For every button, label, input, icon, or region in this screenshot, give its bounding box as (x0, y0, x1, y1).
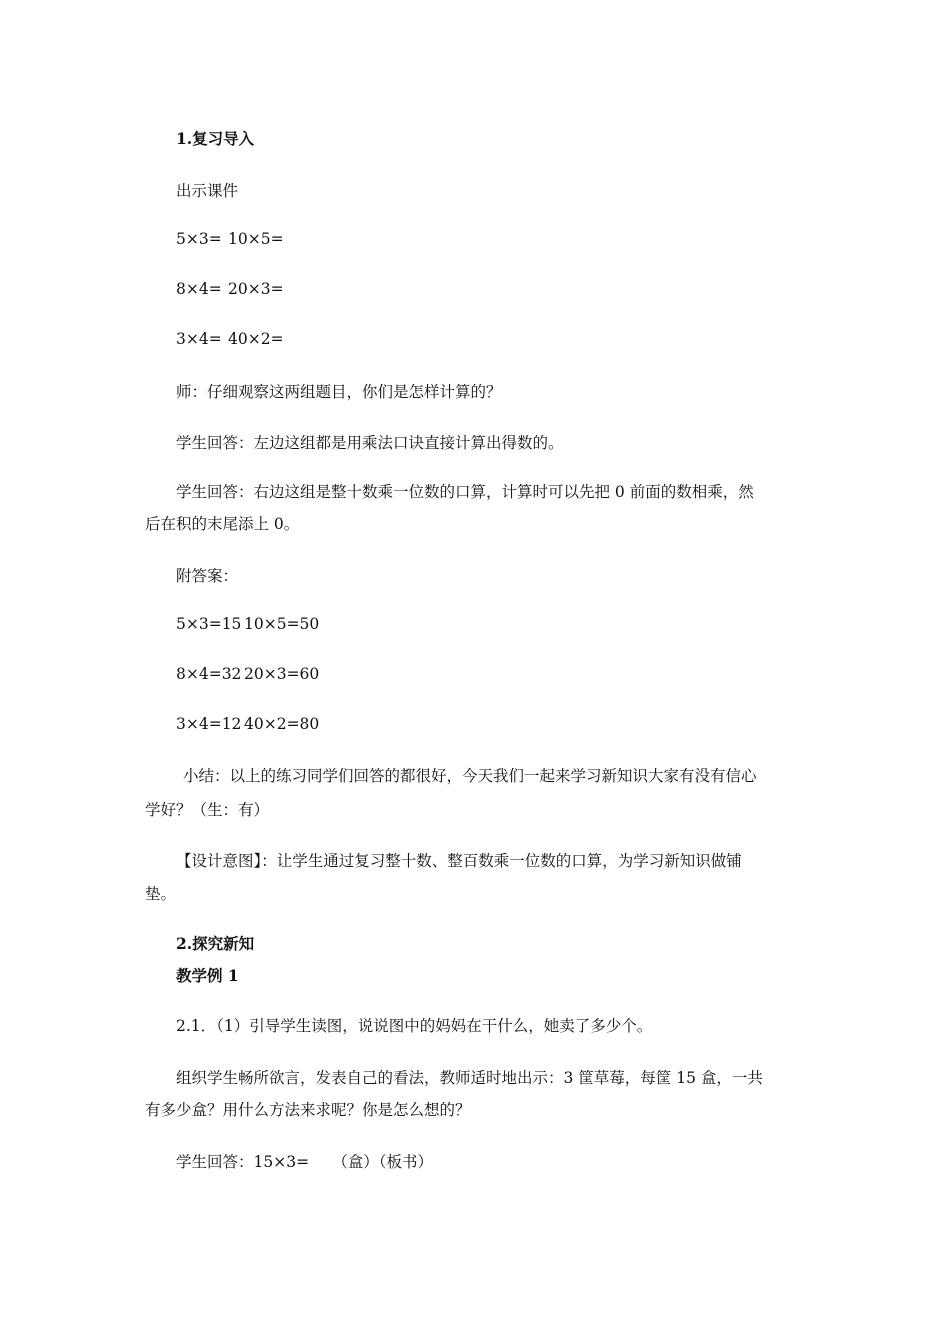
student-answer-3: 学生回答：15×3= （盒）（板书） (176, 1153, 434, 1171)
section-heading-review: 1.复习导入 (176, 129, 255, 148)
organize-line1: 组织学生畅所欲言，发表自己的看法，教师适时地出示：3 筐草莓，每筐 15 盒，一共 (176, 1069, 763, 1087)
answer-right: 40×2=80 (244, 715, 320, 733)
teacher-prompt: 师：仔细观察这两组题目，你们是怎样计算的？ (176, 383, 502, 401)
answer-left: 8×4=32 (176, 665, 242, 683)
question-left: 5×3= (176, 230, 222, 248)
student-answer-2-line2: 后在积的末尾添上 0。 (145, 515, 300, 533)
question-row-3 (176, 329, 284, 349)
student-answer-1: 学生回答：左边这组都是用乘法口诀直接计算出得数的。 (176, 434, 564, 452)
question-row-1 (176, 229, 284, 249)
question-right: 20×3= (228, 280, 284, 298)
answer-right: 10×5=50 (244, 615, 320, 633)
show-courseware-text: 出示课件 (176, 182, 239, 200)
summary-line1: 小结：以上的练习同学们回答的都很好，今天我们一起来学习新知识大家有没有信心 (183, 767, 757, 785)
question-row-2 (176, 279, 284, 299)
answers-label: 附答案： (176, 567, 239, 585)
answer-right: 20×3=60 (244, 665, 320, 683)
example-heading: 教学例 1 (176, 966, 239, 985)
question-right: 40×2= (228, 330, 284, 348)
answer-row-3 (176, 714, 319, 734)
answer-row-1 (176, 614, 319, 634)
design-intent-line2: 垫。 (145, 885, 177, 903)
section-heading-explore: 2.探究新知 (176, 934, 255, 953)
question-right: 10×5= (228, 230, 284, 248)
organize-line2: 有多少盒？用什么方法来求呢？你是怎么想的？ (145, 1101, 471, 1119)
design-intent-line1: 【设计意图】：让学生通过复习整十数、整百数乘一位数的口算，为学习新知识做铺 (176, 852, 742, 870)
question-left: 3×4= (176, 330, 222, 348)
step-2-1: 2.1．（1）引导学生读图，说说图中的妈妈在干什么，她卖了多少个。 (176, 1017, 653, 1035)
answer-left: 3×4=12 (176, 715, 242, 733)
answer-row-2 (176, 664, 319, 684)
question-left: 8×4= (176, 280, 222, 298)
answer-left: 5×3=15 (176, 615, 242, 633)
student-answer-2-line1: 学生回答：右边这组是整十数乘一位数的口算，计算时可以先把 0 前面的数相乘，然 (176, 483, 754, 501)
summary-line2: 学好？（生：有） (145, 801, 270, 819)
